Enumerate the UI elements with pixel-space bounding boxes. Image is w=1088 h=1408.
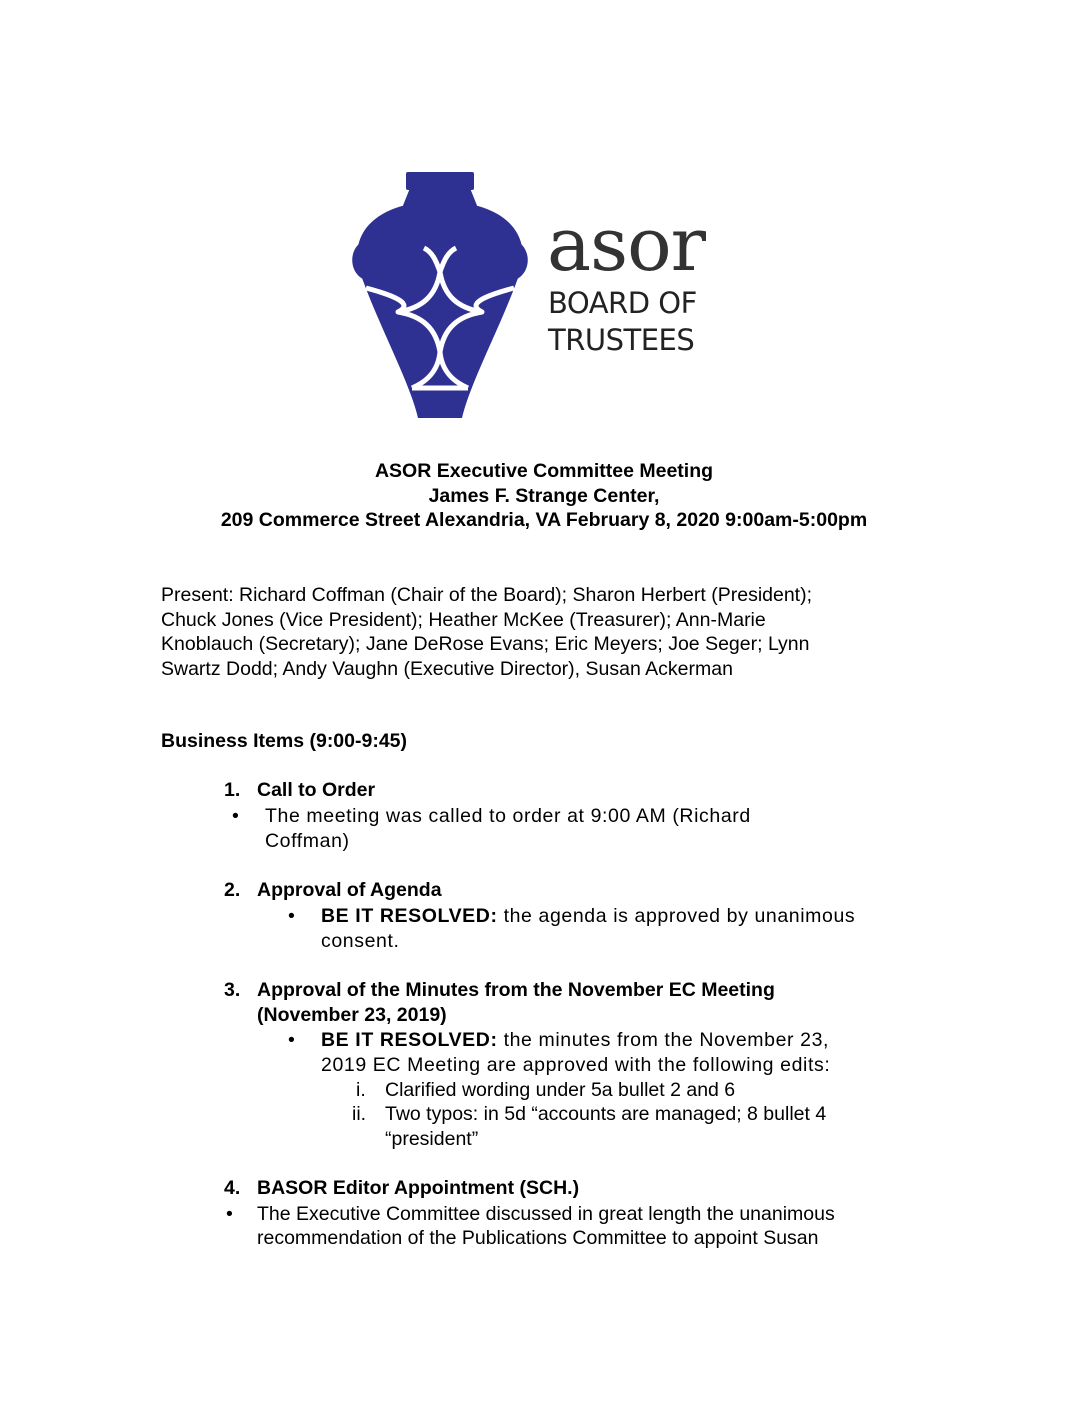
item-text: The meeting was called to order at 9:00 AM (Richard [265, 805, 751, 827]
bullet-icon: • [226, 1203, 233, 1225]
logo-trustees: TRUSTEES [548, 323, 695, 357]
item-number: 2. [224, 879, 241, 901]
resolved-label: BE IT RESOLVED: [321, 1029, 498, 1051]
resolution-text [321, 904, 855, 929]
bullet-icon: • [232, 805, 239, 827]
item-number: 1. [224, 779, 241, 801]
attendees-line: Present: Richard Coffman (Chair of the Board); Sharon Herbert (President); [161, 584, 813, 606]
item-title: (November 23, 2019) [257, 1004, 447, 1026]
meeting-title: ASOR Executive Committee Meeting [374, 460, 714, 482]
resolution-rest: the agenda is approved by unanimous [497, 905, 856, 927]
vase-icon [340, 168, 540, 424]
resolution-rest: the minutes from the November 23, [497, 1029, 830, 1051]
edit-text: “president” [385, 1128, 479, 1150]
item-title: Call to Order [257, 779, 376, 801]
attendees-line: Knoblauch (Secretary); Jane DeRose Evans; Eric Meyers; Joe Seger; Lynn [161, 633, 810, 655]
item-title: Approval of Agenda [257, 879, 442, 901]
asor-wordmark: asor [547, 202, 706, 288]
edit-text: Clarified wording under 5a bullet 2 and 6 [385, 1079, 736, 1101]
bullet-icon: • [288, 905, 295, 927]
item-text: recommendation of the Publications Committee to appoint Susan [257, 1227, 819, 1249]
resolved-label: BE IT RESOLVED: [321, 905, 498, 927]
edit-numeral: i. [356, 1079, 366, 1101]
meeting-location: James F. Strange Center, [428, 485, 660, 507]
asor-board-logo [340, 168, 760, 424]
attendees-paragraph [161, 583, 921, 681]
meeting-address-date: 209 Commerce Street Alexandria, VA February 8, 2020 9:00am-5:00pm [220, 509, 868, 531]
resolution-text [321, 1028, 829, 1053]
edit-numeral: ii. [352, 1103, 367, 1125]
bullet-icon: • [288, 1029, 295, 1051]
item-number: 4. [224, 1177, 241, 1199]
item-text: 2019 EC Meeting are approved with the following edits: [321, 1054, 831, 1076]
logo-board-of: BOARD OF [548, 286, 697, 320]
business-items-title: Business Items (9:00-9:45) [161, 730, 408, 752]
item-title: BASOR Editor Appointment (SCH.) [257, 1177, 580, 1199]
edit-text: Two typos: in 5d “accounts are managed; 8 bullet 4 [385, 1103, 827, 1125]
attendees-line: Swartz Dodd; Andy Vaughn (Executive Director), Susan Ackerman [161, 657, 733, 680]
item-text: Coffman) [265, 830, 350, 852]
attendees-line: Chuck Jones (Vice President); Heather McKee (Treasurer); Ann-Marie [161, 608, 766, 631]
item-text: The Executive Committee discussed in great length the unanimous [257, 1203, 835, 1225]
item-number: 3. [224, 979, 241, 1001]
item-title: Approval of the Minutes from the November EC Meeting [257, 979, 775, 1001]
item-text: consent. [321, 930, 400, 952]
